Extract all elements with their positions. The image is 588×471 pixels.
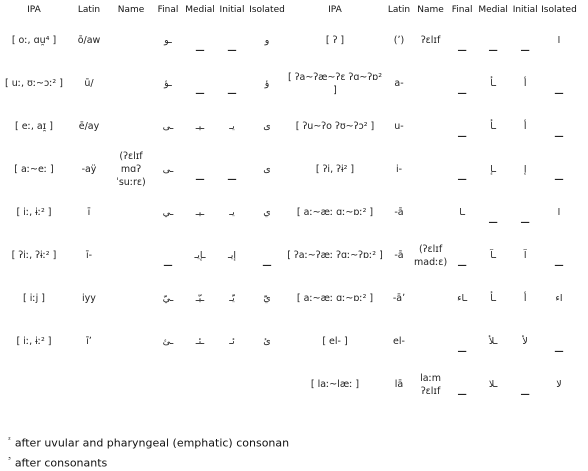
left-ipa-cell: [ oː, ɑu̯⁴ ] [11, 35, 57, 47]
left-ipa-cell: [ iː, ɨː² ] [16, 207, 52, 219]
column-header: Final [451, 5, 473, 15]
left-name-cell [110, 20, 152, 63]
right-final-cell: _ [458, 375, 467, 395]
table-row [0, 106, 577, 149]
right-final-cell: _ [458, 246, 467, 266]
left-isolated-cell: ي [263, 207, 271, 219]
left-initial-cell: إيـ [227, 250, 237, 262]
right-latin-cell: i- [395, 164, 403, 176]
left-isolated-cell: يّ [263, 293, 271, 305]
right-initial-cell: _ [521, 203, 530, 223]
left-isolated-cell: ى [263, 164, 271, 176]
right-medial-cell: _ [489, 203, 498, 223]
column-header: IPA [328, 5, 342, 15]
right-latin-cell: -ā [394, 207, 404, 219]
table-row [0, 63, 577, 106]
left-latin-cell: iyy [82, 293, 96, 305]
left-initial-cell: _ [228, 74, 236, 94]
left-name-cell [110, 192, 152, 235]
right-ipa-cell: [ aː~æː ɑː~ɒː² ] [296, 207, 374, 219]
left-isolated-cell: ئ [263, 336, 271, 348]
footnote-text: after uvular and pharyngeal (emphatic) consonan [14, 436, 290, 450]
left-medial-cell: ـئـ [195, 336, 205, 348]
right-isolated-cell: _ [554, 246, 563, 266]
left-initial-cell [216, 364, 248, 407]
right-medial-cell: ـلأ [488, 336, 498, 348]
right-isolated-cell: _ [554, 332, 563, 352]
left-ipa-cell: [ eː, aɪ̯ ] [15, 121, 53, 133]
right-final-cell: ـاء [457, 293, 468, 305]
right-initial-cell: إ [523, 164, 527, 176]
right-final-cell: _ [458, 31, 467, 51]
left-name-cell [110, 364, 152, 407]
right-ipa-cell: [ aː~æː ɑː~ɒː² ] [296, 293, 374, 305]
right-ipa-cell: [ laː~læː ] [310, 379, 360, 391]
footnote-mark: ³ [8, 455, 11, 464]
column-header: Medial [185, 5, 215, 15]
left-isolated-cell: و [264, 35, 270, 47]
right-name-cell: (ʔɛlɪf madːɛ) [414, 243, 448, 268]
right-latin-cell: a- [394, 78, 404, 90]
left-isolated-cell: ى [263, 121, 271, 133]
left-latin-cell: ī [87, 207, 91, 219]
column-header: Isolated [541, 5, 577, 15]
header-row [0, 0, 577, 20]
right-latin-cell: -ā [394, 250, 404, 262]
right-name-cell [414, 63, 447, 106]
right-medial-cell: ـإ [490, 164, 496, 176]
table-row [0, 364, 577, 407]
right-isolated-cell: _ [554, 117, 563, 137]
left-medial-cell [184, 364, 216, 407]
right-isolated-cell: ا [557, 35, 561, 47]
left-latin-cell: ē/ay [78, 121, 100, 133]
table-row [0, 192, 577, 235]
right-medial-cell: _ [489, 31, 498, 51]
right-latin-cell: (ʼ) [393, 35, 405, 47]
right-isolated-cell: _ [554, 160, 563, 180]
left-medial-cell: ـيـ [195, 207, 205, 219]
left-initial-cell: _ [228, 160, 236, 180]
left-name-cell [110, 235, 152, 278]
table-row [0, 235, 577, 278]
left-latin-cell: ō/aw [77, 35, 101, 47]
right-name-cell [414, 149, 447, 192]
left-latin-cell: -aÿ [81, 164, 97, 176]
right-final-cell: _ [458, 160, 467, 180]
left-medial-cell: _ [196, 160, 204, 180]
left-final-cell: ـى [162, 164, 174, 176]
left-final-cell: ـو [164, 35, 172, 47]
right-initial-cell: أ [523, 293, 527, 305]
left-ipa-cell: [ uː, ʊː~ɔː² ] [5, 78, 63, 90]
right-initial-cell: آ [523, 250, 527, 262]
left-ipa-cell: [ aː~eː ] [14, 164, 54, 176]
left-final-cell: _ [164, 246, 172, 266]
column-header: Initial [512, 5, 538, 15]
left-ipa-cell [0, 364, 68, 407]
left-initial-cell: ئـ [229, 336, 235, 348]
right-latin-cell: -āʼ [392, 293, 406, 305]
left-medial-cell: ـيّـ [195, 293, 205, 305]
left-initial-cell: يـ [229, 207, 235, 219]
right-ipa-cell: [ ʔu~ʔo ʔʊ~ʔɔ² ] [295, 121, 375, 133]
footnote-3 [8, 452, 289, 471]
right-medial-cell: ـلا [488, 379, 498, 391]
right-ipa-cell: [ ʔ ] [325, 35, 345, 47]
right-ipa-cell: [ ʔa~ʔæ~ʔɛ ʔɑ~ʔɒ² ] [287, 71, 383, 96]
left-medial-cell: ـيـ [195, 121, 205, 133]
footnote-text: after consonants [14, 456, 108, 470]
left-latin-cell: īʼ [86, 336, 92, 348]
table-row [0, 321, 577, 364]
left-name-cell [110, 278, 152, 321]
right-ipa-cell: [ ʔaː~ʔæː ʔɑː~ʔɒː² ] [287, 250, 383, 262]
footnotes [8, 432, 289, 471]
right-initial-cell: أ [523, 78, 527, 90]
right-isolated-cell: ا [557, 207, 561, 219]
column-header: Medial [478, 5, 508, 15]
column-header: Name [417, 5, 444, 15]
left-isolated-cell: ؤ [264, 78, 270, 90]
right-isolated-cell: لا [556, 379, 562, 391]
left-name-cell [110, 106, 152, 149]
right-name-cell [414, 106, 447, 149]
left-latin-cell: ī- [85, 250, 93, 262]
right-initial-cell: _ [521, 31, 530, 51]
column-header: IPA [27, 5, 41, 15]
right-name-cell: laːm ʔɛlɪf [420, 372, 442, 397]
right-latin-cell: el- [393, 336, 405, 348]
right-initial-cell: أ [523, 121, 527, 133]
left-medial-cell: _ [196, 74, 204, 94]
right-medial-cell: ـأ [490, 121, 496, 133]
left-name-cell: (ʔɛlɪf mɑʔˈsuːrɛ) [116, 151, 146, 188]
right-final-cell: ـا [459, 207, 465, 219]
left-initial-cell: يّـ [229, 293, 235, 305]
right-ipa-cell: [ el- ] [322, 336, 348, 348]
left-ipa-cell: [ iː, ɨː² ] [16, 336, 52, 348]
right-final-cell: _ [458, 117, 467, 137]
right-initial-cell: لأ [522, 336, 528, 348]
left-final-cell: ـى [162, 121, 174, 133]
right-latin-cell: u- [394, 121, 404, 133]
table-row [0, 149, 577, 192]
left-final-cell: ـيّ [162, 293, 174, 305]
table-row [0, 20, 577, 63]
left-ipa-cell: [ iːj ] [23, 293, 45, 305]
column-header: Latin [77, 5, 101, 15]
left-final-cell [152, 364, 184, 407]
left-medial-cell: _ [196, 31, 204, 51]
column-header: Latin [387, 5, 411, 15]
column-header: Name [117, 5, 145, 15]
left-final-cell: ـي [162, 207, 174, 219]
left-medial-cell: ـإيـ [194, 250, 206, 262]
left-ipa-cell: [ ʔiː, ʔɨː² ] [11, 250, 57, 262]
footnote-2 [8, 432, 289, 452]
left-isolated-cell: _ [263, 246, 271, 266]
left-final-cell: ـؤ [164, 78, 172, 90]
right-name-cell: ʔɛlɪf [420, 35, 441, 47]
right-initial-cell: _ [521, 375, 530, 395]
table-row [0, 278, 577, 321]
right-final-cell: _ [458, 74, 467, 94]
right-latin-cell: lā [394, 379, 404, 391]
left-latin-cell [68, 364, 110, 407]
left-name-cell [110, 63, 152, 106]
left-initial-cell: يـ [229, 121, 235, 133]
right-isolated-cell: اء [555, 293, 563, 305]
left-name-cell [110, 321, 152, 364]
left-initial-cell: _ [228, 31, 236, 51]
right-name-cell [414, 278, 447, 321]
right-final-cell: _ [458, 332, 467, 352]
right-ipa-cell: [ ʔi, ʔɨ² ] [315, 164, 355, 176]
right-isolated-cell: _ [554, 74, 563, 94]
right-medial-cell: ـأ [490, 78, 496, 90]
footnote-mark: ² [8, 436, 11, 444]
left-final-cell: ـئ [162, 336, 174, 348]
right-medial-cell: ـآ [490, 250, 496, 262]
right-name-cell [414, 192, 447, 235]
left-isolated-cell [248, 364, 286, 407]
right-name-cell [414, 321, 447, 364]
column-header: Final [157, 5, 179, 15]
column-header: Isolated [249, 5, 285, 15]
left-latin-cell: ū/ [84, 78, 94, 90]
right-medial-cell: ـأ [490, 293, 496, 305]
column-header: Initial [219, 5, 245, 15]
